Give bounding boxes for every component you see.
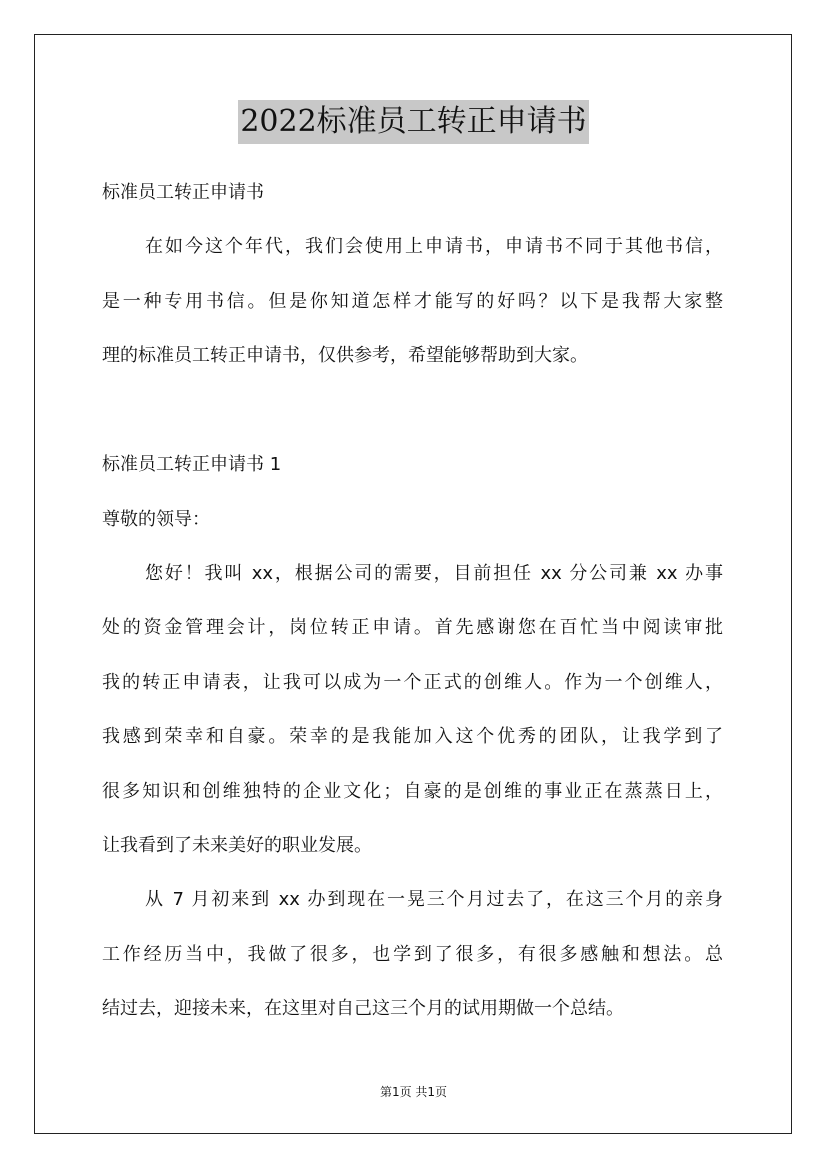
paragraph1-line-1: 您好！我叫 xx，根据公司的需要，目前担任 xx 分公司兼 xx 办事 xyxy=(145,563,723,584)
section-heading: 标准员工转正申请书 1 xyxy=(102,454,282,475)
paragraph1-line-5: 很多知识和创维独特的企业文化；自豪的是创维的事业正在蒸蒸日上， xyxy=(102,781,723,802)
intro-line-2: 是一种专用书信。但是你知道怎样才能写的好吗？以下是我帮大家整 xyxy=(102,291,723,312)
paragraph2-line-3: 结过去，迎接未来，在这里对自己这三个月的试用期做一个总结。 xyxy=(102,998,624,1019)
paragraph1-line-6: 让我看到了未来美好的职业发展。 xyxy=(102,835,372,856)
salutation: 尊敬的领导： xyxy=(102,509,210,530)
paragraph1-line-4: 我感到荣幸和自豪。荣幸的是我能加入这个优秀的团队，让我学到了 xyxy=(102,726,723,747)
intro-line-3: 理的标准员工转正申请书，仅供参考，希望能够帮助到大家。 xyxy=(102,345,588,366)
intro-line-1: 在如今这个年代，我们会使用上申请书，申请书不同于其他书信， xyxy=(145,236,723,257)
paragraph2-line-2: 工作经历当中，我做了很多，也学到了很多，有很多感触和想法。总 xyxy=(102,944,723,965)
paragraph2-line-1: 从 7 月初来到 xx 办到现在一晃三个月过去了，在这三个月的亲身 xyxy=(145,889,723,910)
subtitle: 标准员工转正申请书 xyxy=(102,182,264,203)
title-wrapper xyxy=(0,100,827,144)
document-title: 2022标准员工转正申请书 xyxy=(238,100,588,144)
page-footer: 第1页 共1页 xyxy=(379,1085,448,1099)
paragraph1-line-3: 我的转正申请表，让我可以成为一个正式的创维人。作为一个创维人， xyxy=(102,672,723,693)
paragraph1-line-2: 处的资金管理会计，岗位转正申请。首先感谢您在百忙当中阅读审批 xyxy=(102,617,723,638)
